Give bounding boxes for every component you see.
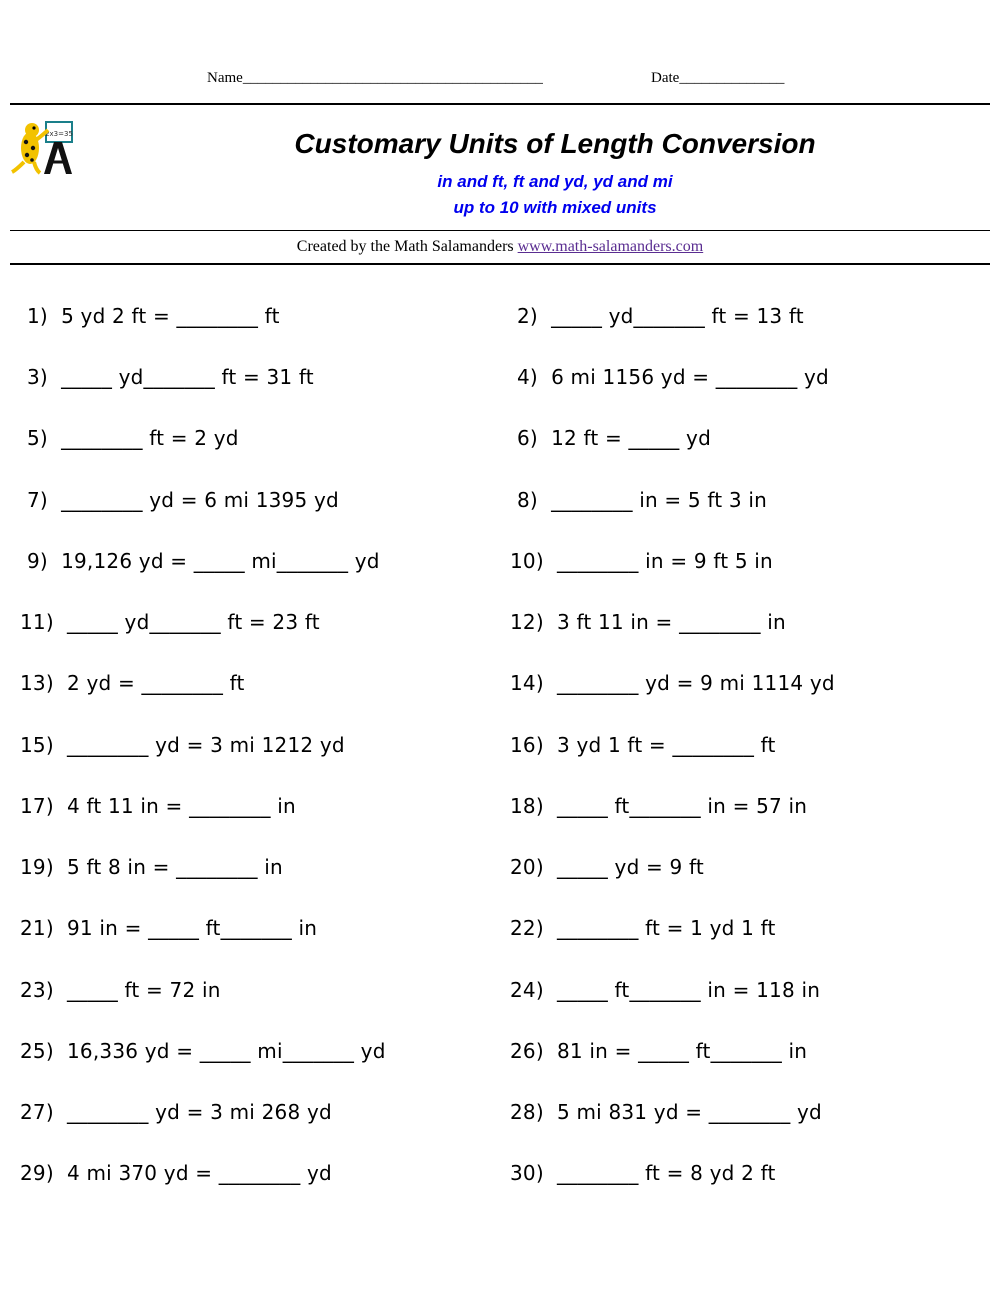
question-number: 14) xyxy=(510,671,544,695)
question-text: 3 ft 11 in = ________ in xyxy=(556,610,786,634)
question-number: 4) xyxy=(517,365,538,389)
name-field-label[interactable]: Name________________________________________ xyxy=(207,70,543,86)
question-number: 22) xyxy=(510,916,544,940)
question-number: 21) xyxy=(20,916,54,940)
question-14[interactable] xyxy=(510,671,835,695)
question-text: ________ in = 9 ft 5 in xyxy=(556,549,773,573)
question-text: 81 in = _____ ft_______ in xyxy=(556,1039,808,1063)
question-10[interactable] xyxy=(510,549,773,573)
question-2[interactable] xyxy=(517,304,804,328)
question-number: 11) xyxy=(20,610,54,634)
credit-top-divider xyxy=(10,230,990,231)
question-number: 26) xyxy=(510,1039,544,1063)
question-19[interactable] xyxy=(20,855,283,879)
question-number: 24) xyxy=(510,978,544,1002)
question-text: ________ in = 5 ft 3 in xyxy=(551,488,768,512)
question-text: _____ ft_______ in = 57 in xyxy=(556,794,808,818)
question-text: 91 in = _____ ft_______ in xyxy=(66,916,318,940)
question-number: 23) xyxy=(20,978,54,1002)
question-17[interactable] xyxy=(20,794,296,818)
question-number: 17) xyxy=(20,794,54,818)
question-text: ________ yd = 3 mi 1212 yd xyxy=(66,733,345,757)
worksheet-subtitle-units: in and ft, ft and yd, yd and mi xyxy=(437,172,673,191)
question-text: 19,126 yd = _____ mi_______ yd xyxy=(61,549,380,573)
question-number: 25) xyxy=(20,1039,54,1063)
question-number: 30) xyxy=(510,1161,544,1185)
question-number: 19) xyxy=(20,855,54,879)
question-text: 5 yd 2 ft = ________ ft xyxy=(61,304,280,328)
question-text: _____ yd = 9 ft xyxy=(556,855,704,879)
question-number: 5) xyxy=(27,426,48,450)
question-text: ________ ft = 1 yd 1 ft xyxy=(556,916,776,940)
question-18[interactable] xyxy=(510,794,807,818)
question-26[interactable] xyxy=(510,1039,807,1063)
question-number: 2) xyxy=(517,304,538,328)
question-number: 15) xyxy=(20,733,54,757)
question-number: 27) xyxy=(20,1100,54,1124)
question-number: 6) xyxy=(517,426,538,450)
worksheet-title: Customary Units of Length Conversion xyxy=(294,128,816,159)
question-29[interactable] xyxy=(20,1161,332,1185)
question-text: 6 mi 1156 yd = ________ yd xyxy=(551,365,829,389)
credit-link[interactable]: www.math-salamanders.com xyxy=(517,238,704,255)
question-23[interactable] xyxy=(20,978,221,1002)
question-24[interactable] xyxy=(510,978,820,1002)
question-22[interactable] xyxy=(510,916,776,940)
question-number: 29) xyxy=(20,1161,54,1185)
question-3[interactable] xyxy=(27,365,314,389)
question-number: 1) xyxy=(27,304,48,328)
credit-line xyxy=(0,238,1000,256)
question-5[interactable] xyxy=(27,426,239,450)
question-number: 28) xyxy=(510,1100,544,1124)
question-text: ________ ft = 2 yd xyxy=(61,426,239,450)
question-text: ________ yd = 6 mi 1395 yd xyxy=(61,488,339,512)
question-12[interactable] xyxy=(510,610,786,634)
question-number: 3) xyxy=(27,365,48,389)
question-4[interactable] xyxy=(517,365,829,389)
question-16[interactable] xyxy=(510,733,776,757)
question-number: 8) xyxy=(517,488,538,512)
question-9[interactable] xyxy=(27,549,380,573)
question-text: 4 mi 370 yd = ________ yd xyxy=(66,1161,332,1185)
question-text: _____ yd_______ ft = 13 ft xyxy=(551,304,804,328)
question-text: _____ ft_______ in = 118 in xyxy=(556,978,821,1002)
worksheet-subtitle-range: up to 10 with mixed units xyxy=(453,198,657,217)
question-text: 16,336 yd = _____ mi_______ yd xyxy=(66,1039,386,1063)
question-number: 18) xyxy=(510,794,544,818)
question-text: 3 yd 1 ft = ________ ft xyxy=(556,733,776,757)
question-number: 13) xyxy=(20,671,54,695)
top-divider xyxy=(10,103,990,105)
question-6[interactable] xyxy=(517,426,711,450)
question-text: _____ yd_______ ft = 31 ft xyxy=(61,365,314,389)
question-number: 12) xyxy=(510,610,544,634)
name-date-bar xyxy=(0,70,1000,92)
question-number: 10) xyxy=(510,549,544,573)
question-text: ________ ft = 8 yd 2 ft xyxy=(556,1161,776,1185)
question-20[interactable] xyxy=(510,855,704,879)
question-1[interactable] xyxy=(27,304,280,328)
question-number: 16) xyxy=(510,733,544,757)
question-30[interactable] xyxy=(510,1161,776,1185)
question-text: 5 mi 831 yd = ________ yd xyxy=(556,1100,822,1124)
question-13[interactable] xyxy=(20,671,245,695)
question-text: 2 yd = ________ ft xyxy=(66,671,245,695)
question-11[interactable] xyxy=(20,610,320,634)
question-8[interactable] xyxy=(517,488,767,512)
question-text: 12 ft = _____ yd xyxy=(551,426,711,450)
question-number: 9) xyxy=(27,549,48,573)
question-text: _____ yd_______ ft = 23 ft xyxy=(66,610,320,634)
question-text: ________ yd = 9 mi 1114 yd xyxy=(556,671,835,695)
question-text: 4 ft 11 in = ________ in xyxy=(66,794,296,818)
question-7[interactable] xyxy=(27,488,339,512)
question-number: 20) xyxy=(510,855,544,879)
question-number: 7) xyxy=(27,488,48,512)
credit-text: Created by the Math Salamanders xyxy=(296,238,518,255)
date-field-label[interactable]: Date______________ xyxy=(651,70,785,86)
credit-bottom-divider xyxy=(10,263,990,265)
question-text: 5 ft 8 in = ________ in xyxy=(66,855,283,879)
question-15[interactable] xyxy=(20,733,345,757)
question-text: _____ ft = 72 in xyxy=(66,978,221,1002)
question-25[interactable] xyxy=(20,1039,386,1063)
question-text: ________ yd = 3 mi 268 yd xyxy=(66,1100,332,1124)
question-28[interactable] xyxy=(510,1100,822,1124)
question-21[interactable] xyxy=(20,916,317,940)
question-27[interactable] xyxy=(20,1100,332,1124)
svg-text:2x3=35: 2x3=35 xyxy=(45,130,73,138)
